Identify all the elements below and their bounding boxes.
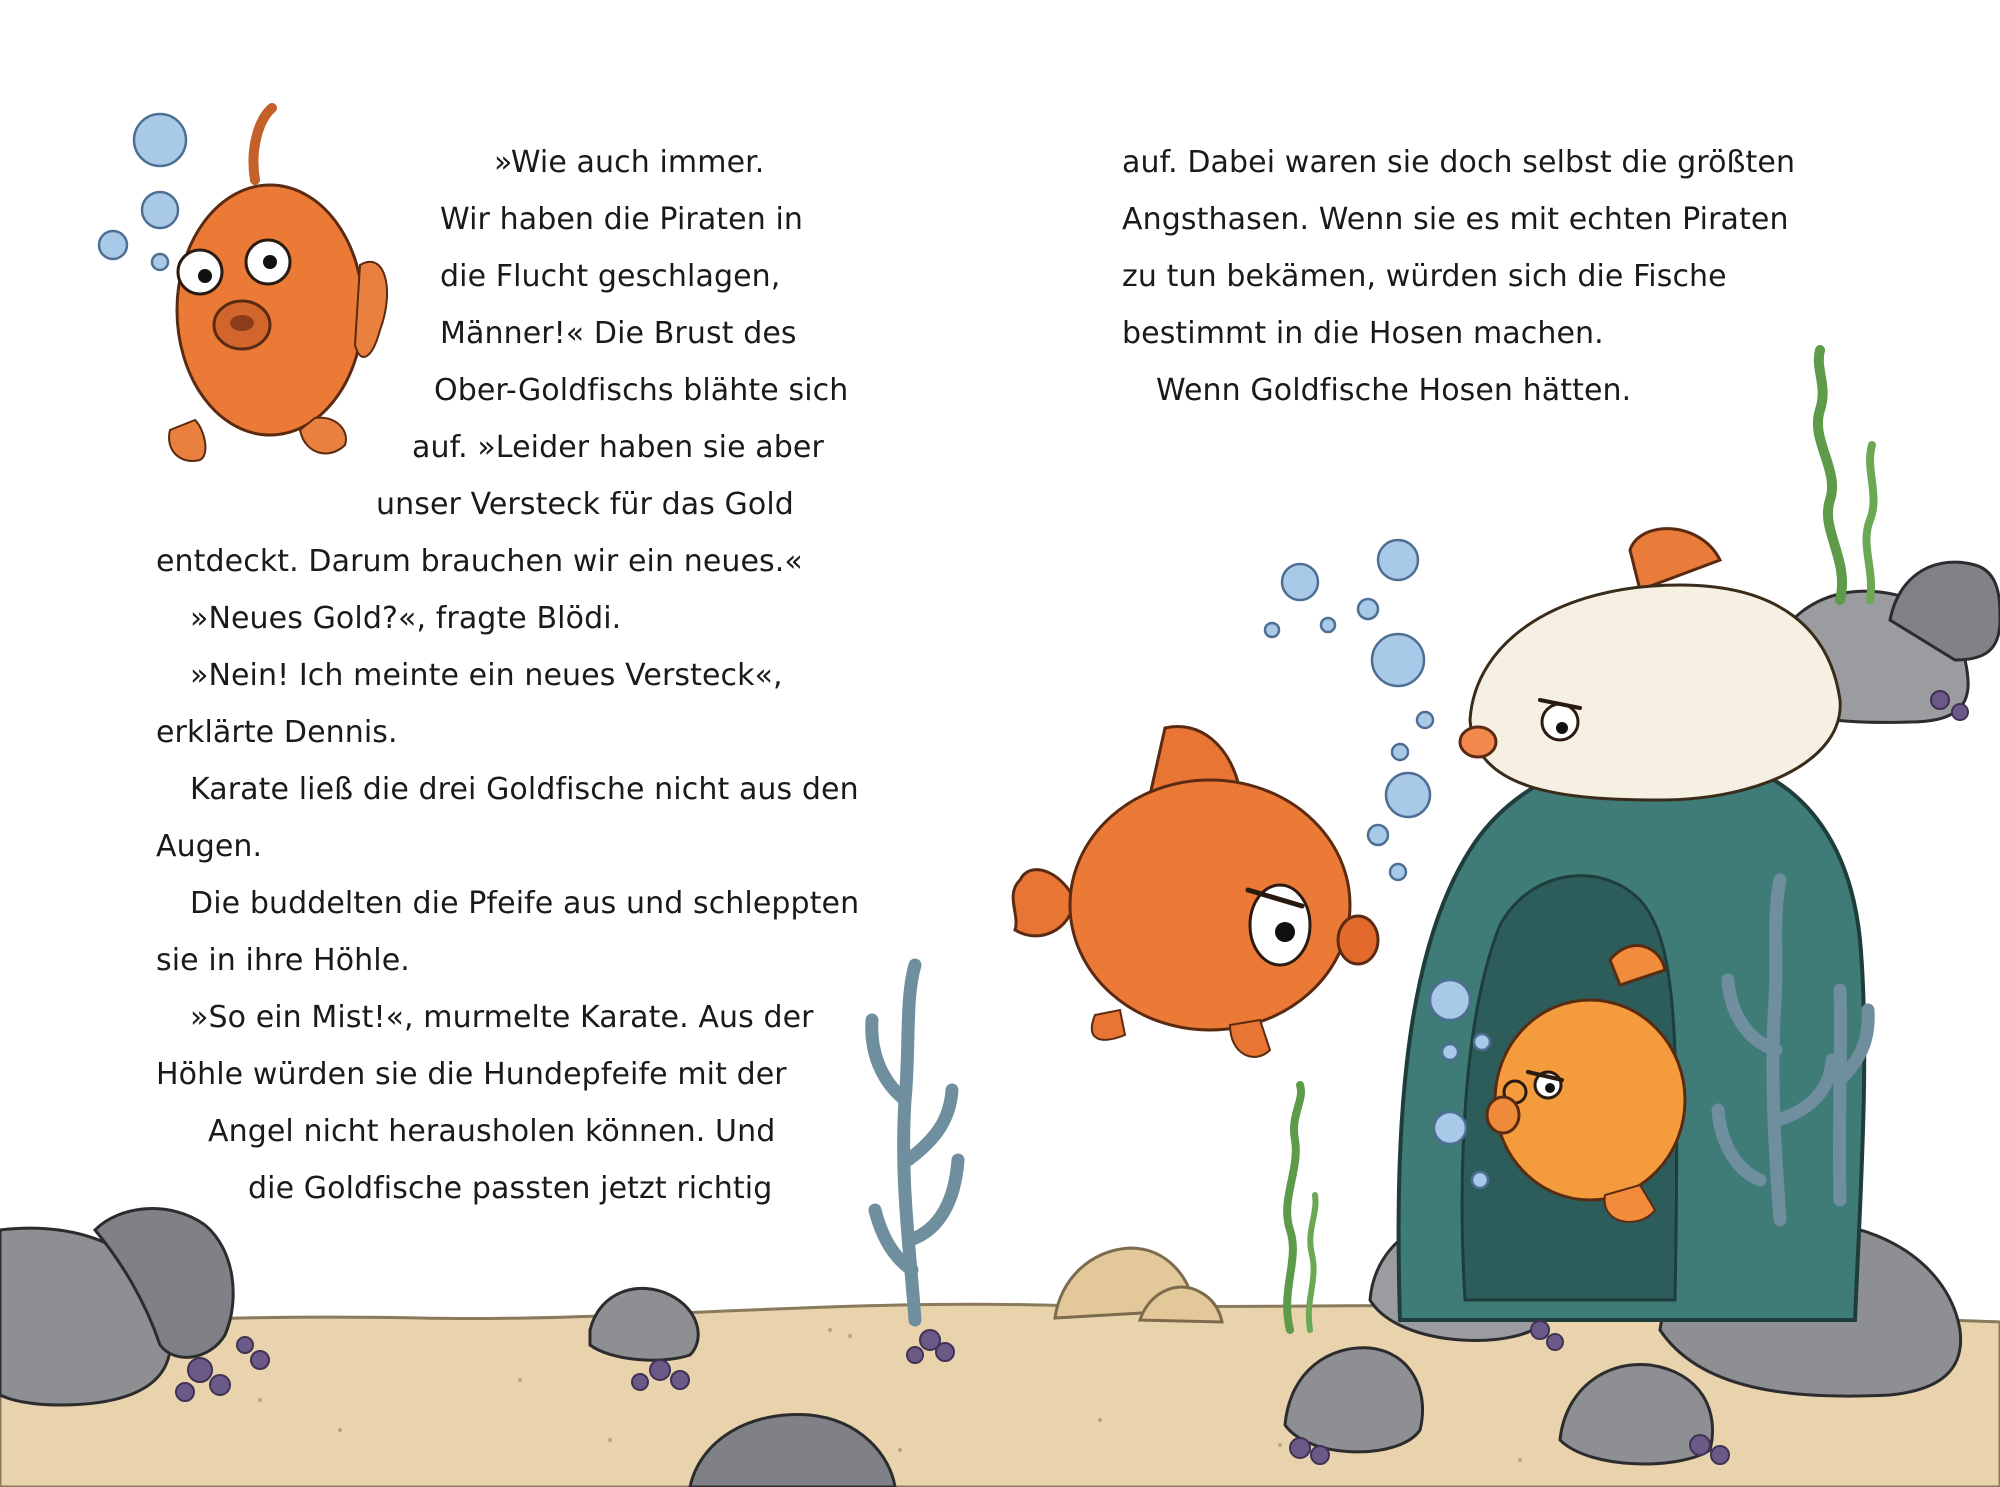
- left-line-2: Wir haben die Piraten in: [440, 202, 804, 237]
- left-line-18: Angel nicht herausholen können. Und: [208, 1114, 776, 1149]
- left-line-4: Männer!« Die Brust des: [440, 316, 797, 351]
- left-line-1: »Wie auch immer.: [494, 145, 765, 180]
- left-line-7: unser Versteck für das Gold: [376, 487, 794, 522]
- left-line-17: Höhle würden sie die Hundepfeife mit der: [156, 1057, 787, 1092]
- seaweed-green-lower: [1287, 1085, 1301, 1330]
- left-line-9: »Neues Gold?«, fragte Blödi.: [190, 601, 622, 636]
- left-line-14: Die buddelten die Pfeife aus und schleppten: [190, 886, 860, 921]
- seaweed-green-top-2: [1866, 445, 1873, 600]
- left-line-10: »Nein! Ich meinte ein neues Versteck«,: [190, 658, 783, 693]
- rock-bottom-middle: [590, 1288, 698, 1360]
- goldfish-top-left: [169, 108, 387, 461]
- right-line-1: auf. Dabei waren sie doch selbst die größten: [1122, 145, 1796, 180]
- left-line-16: »So ein Mist!«, murmelte Karate. Aus der: [190, 1000, 814, 1035]
- coral-blue-center: [872, 965, 958, 1320]
- white-fish: [1460, 529, 1840, 800]
- left-line-5: Ober-Goldfischs blähte sich: [434, 373, 849, 408]
- right-line-2: Angsthasen. Wenn sie es mit echten Piraten: [1122, 202, 1789, 237]
- right-line-5: Wenn Goldfische Hosen hätten.: [1156, 373, 1632, 408]
- left-line-15: sie in ihre Höhle.: [156, 943, 410, 978]
- left-line-11: erklärte Dennis.: [156, 715, 398, 750]
- goldfish-center-angry: [1013, 727, 1378, 1057]
- right-line-4: bestimmt in die Hosen machen.: [1122, 316, 1604, 351]
- left-line-6: auf. »Leider haben sie aber: [412, 430, 824, 465]
- right-line-3: zu tun bekämen, würden sich die Fische: [1122, 259, 1727, 294]
- seaweed-green-top: [1818, 350, 1842, 600]
- left-line-8: entdeckt. Darum brauchen wir ein neues.«: [156, 544, 803, 579]
- left-line-12: Karate ließ die drei Goldfische nicht aus den: [190, 772, 859, 807]
- left-line-3: die Flucht geschlagen,: [440, 259, 781, 294]
- left-line-13: Augen.: [156, 829, 263, 864]
- left-line-19: die Goldfische passten jetzt richtig: [248, 1171, 773, 1206]
